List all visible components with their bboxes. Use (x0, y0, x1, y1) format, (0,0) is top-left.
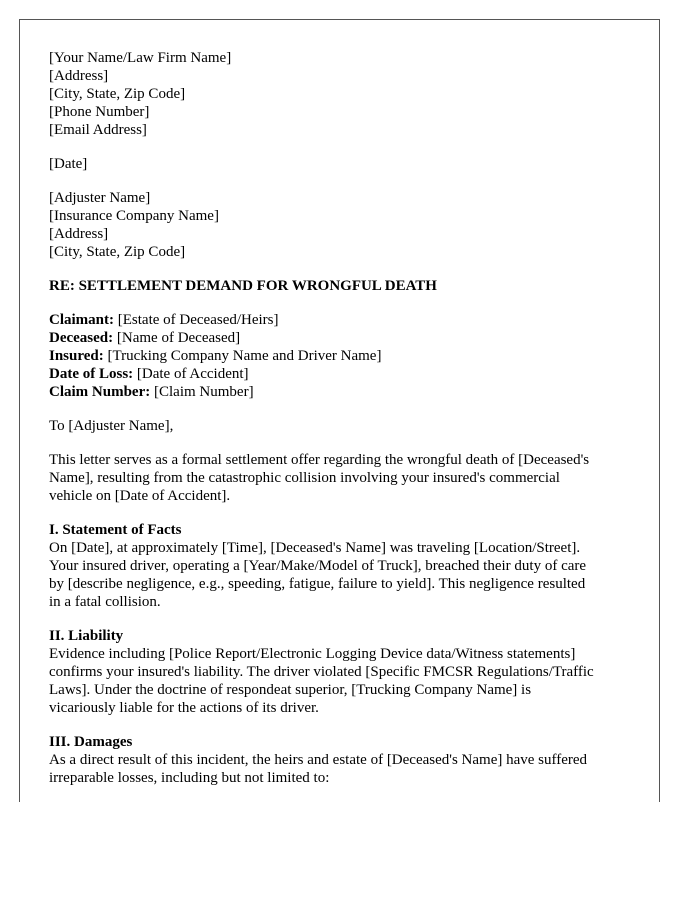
section-line: in a fatal collision. (49, 594, 161, 610)
section-line: confirms your insured's liability. The driver violated [Specific FMCSR Regulations/Traffic (49, 664, 594, 680)
section-line: vicariously liable for the actions of its driver. (49, 700, 319, 716)
claim-detail-date-of-loss (49, 365, 639, 383)
claim-detail-label: Claimant: (49, 312, 114, 328)
section-line: by [describe negligence, e.g., speeding, fatigue, failure to yield]. This negligence resulted (49, 576, 586, 592)
claim-detail-claim-number (49, 383, 639, 401)
sender-name: [Your Name/Law Firm Name] (49, 50, 232, 66)
recipient-address (49, 189, 639, 261)
intro-line: This letter serves as a formal settlement offer regarding the wrongful death of [Deceased's (49, 452, 590, 468)
claim-detail-value: [Name of Deceased] (113, 330, 241, 346)
sender-city: [City, State, Zip Code] (49, 86, 186, 102)
letter-page (19, 19, 660, 802)
section-heading: III. Damages (49, 734, 133, 750)
recipient-city: [City, State, Zip Code] (49, 244, 186, 260)
claim-detail-label: Date of Loss: (49, 366, 134, 382)
section-line: irreparable losses, including but not limited to: (49, 770, 330, 786)
section-line: Laws]. Under the doctrine of respondeat superior, [Trucking Company Name] is (49, 682, 532, 698)
recipient-street: [Address] (49, 226, 109, 242)
subject-line: RE: SETTLEMENT DEMAND FOR WRONGFUL DEATH (49, 278, 437, 294)
claim-detail-value: [Estate of Deceased/Heirs] (114, 312, 279, 328)
intro-paragraph (49, 451, 639, 505)
claim-detail-label: Deceased: (49, 330, 114, 346)
claim-detail-insured (49, 347, 639, 365)
sender-email: [Email Address] (49, 122, 147, 138)
section-line: On [Date], at approximately [Time], [Deceased's Name] was traveling [Location/Street]. (49, 540, 581, 556)
claim-detail-label: Claim Number: (49, 384, 151, 400)
section-heading: I. Statement of Facts (49, 522, 182, 538)
date-text: [Date] (49, 156, 88, 172)
section-line: Your insured driver, operating a [Year/Make/Model of Truck], breached their duty of care (49, 558, 587, 574)
section-liability (49, 627, 639, 717)
letter-date (49, 155, 639, 173)
claim-detail-value: [Claim Number] (150, 384, 254, 400)
letter-content (49, 49, 639, 802)
section-statement-of-facts (49, 521, 639, 611)
intro-line: Name], resulting from the catastrophic collision involving your insured's commercial (49, 470, 560, 486)
sender-phone: [Phone Number] (49, 104, 150, 120)
recipient-company: [Insurance Company Name] (49, 208, 219, 224)
claim-detail-value: [Trucking Company Name and Driver Name] (103, 348, 382, 364)
section-damages (49, 733, 639, 787)
salutation: To [Adjuster Name], (49, 418, 174, 434)
section-line: As a direct result of this incident, the heirs and estate of [Deceased's Name] have suffered (49, 752, 588, 768)
claim-detail-deceased (49, 329, 639, 347)
recipient-name: [Adjuster Name] (49, 190, 151, 206)
section-line: Evidence including [Police Report/Electronic Logging Device data/Witness statements] (49, 646, 576, 662)
claim-detail-claimant (49, 311, 639, 329)
intro-line: vehicle on [Date of Accident]. (49, 488, 231, 504)
claim-details (49, 311, 639, 401)
sender-street: [Address] (49, 68, 109, 84)
claim-detail-value: [Date of Accident] (133, 366, 249, 382)
claim-detail-label: Insured: (49, 348, 104, 364)
sender-address (49, 49, 639, 139)
section-heading: II. Liability (49, 628, 124, 644)
